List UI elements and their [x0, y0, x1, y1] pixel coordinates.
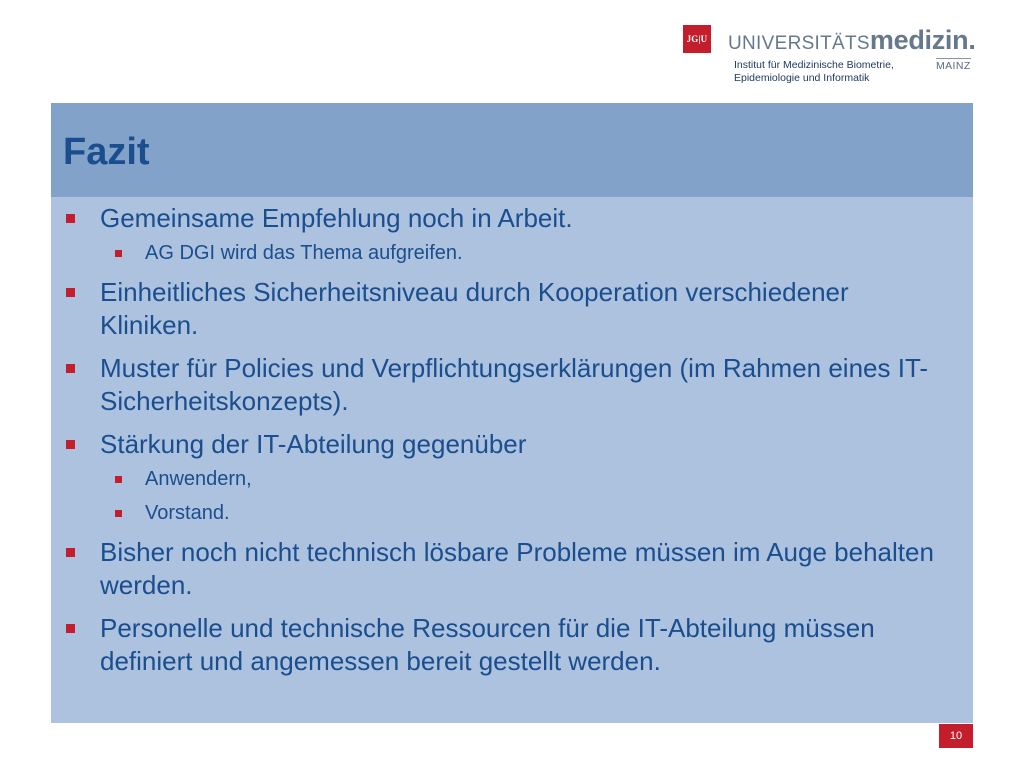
sub-bullet-list: [100, 241, 951, 266]
bullet-text: Gemeinsame Empfehlung noch in Arbeit.: [100, 203, 573, 233]
jgu-seal-icon: JG|U: [683, 25, 711, 53]
bullet-list: [51, 202, 951, 688]
bullet-text: Personelle und technische Ressourcen für die IT-Abteilung müssen definiert und angemessen bereit gestellt werden.: [100, 613, 875, 676]
bullet-square-icon: [66, 548, 75, 557]
sub-bullet-item: [100, 501, 951, 526]
bullet-square-icon: [66, 440, 75, 449]
bullet-item: [51, 352, 951, 418]
logo-wordmark-light: UNIVERSITÄTS: [728, 33, 870, 54]
content-panel: [51, 197, 973, 723]
title-band: [51, 103, 973, 197]
bullet-square-icon: [66, 364, 75, 373]
bullet-square-icon: [66, 624, 75, 633]
institute-name-line-2: Epidemiologie und Informatik: [734, 72, 870, 84]
sub-bullet-item: [100, 467, 951, 492]
bullet-item: [51, 428, 951, 526]
institute-name: [734, 59, 894, 85]
bullet-text: Stärkung der IT-Abteilung gegenüber: [100, 429, 527, 459]
sub-bullet-item: [100, 241, 951, 266]
bullet-square-icon: [66, 214, 75, 223]
bullet-text: Muster für Policies und Verpflichtungserklärungen (im Rahmen eines IT-Sicherheitskonzepts).: [100, 353, 929, 416]
sub-bullet-square-icon: [115, 510, 122, 517]
sub-bullet-text: Vorstand.: [145, 502, 230, 524]
bullet-text: Bisher noch nicht technisch lösbare Probleme müssen im Auge behalten werden.: [100, 537, 934, 600]
page-number: 10: [939, 724, 973, 748]
logo-wordmark: [728, 26, 976, 59]
bullet-text: Einheitliches Sicherheitsniveau durch Kooperation verschiedener Kliniken.: [100, 277, 849, 340]
logo-city: MAINZ: [936, 60, 971, 72]
slide-title: Fazit: [63, 131, 150, 173]
bullet-item: [51, 612, 951, 678]
logo-wordmark-bold: medizin.: [869, 25, 976, 55]
sub-bullet-square-icon: [115, 476, 122, 483]
bullet-item: [51, 276, 951, 342]
sub-bullet-list: [100, 467, 951, 526]
sub-bullet-square-icon: [115, 250, 122, 257]
bullet-item: [51, 536, 951, 602]
bullet-square-icon: [66, 288, 75, 297]
university-logo: [683, 25, 983, 85]
institute-name-line-1: Institut für Medizinische Biometrie,: [734, 59, 894, 71]
bullet-item: [51, 202, 951, 266]
sub-bullet-text: Anwendern,: [145, 468, 252, 490]
sub-bullet-text: AG DGI wird das Thema aufgreifen.: [145, 242, 463, 264]
